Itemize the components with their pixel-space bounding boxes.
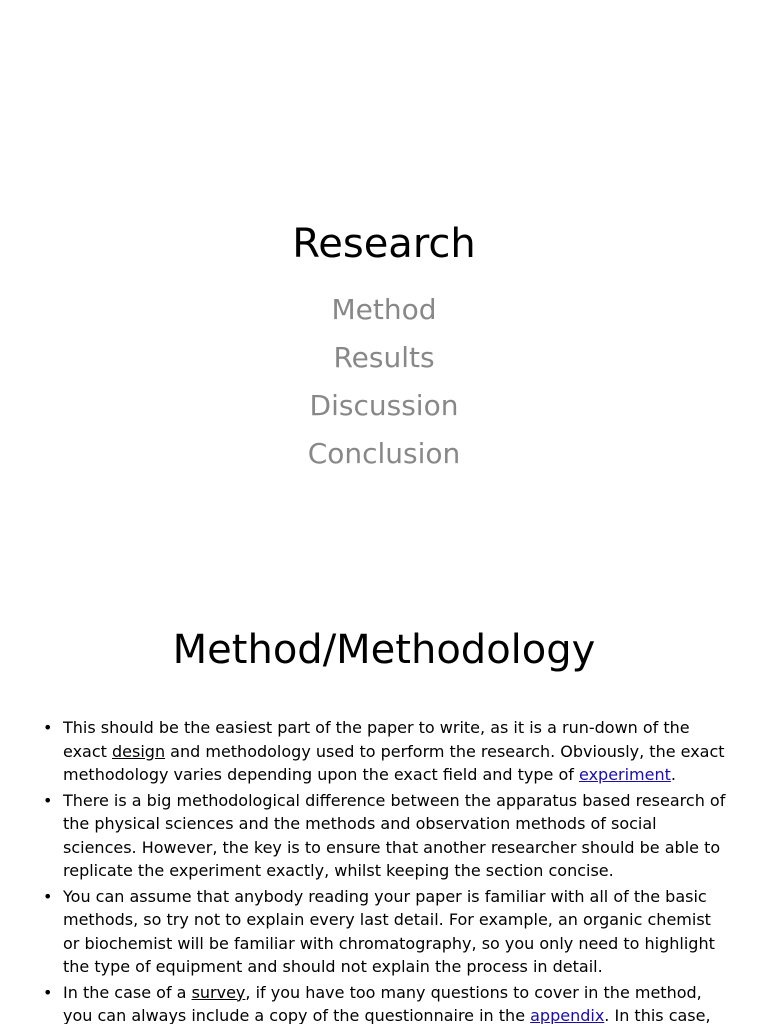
subtitle-item-method: Method: [331, 293, 437, 326]
bullet-text: You can assume that anybody reading your paper is familiar with all of the basic methods, so try not to explain every last detail. For example, an organic chemist or biochemist will be familiar with chromatography, so you only need to highlight the type of equipment and should not explain the process in detail.: [63, 886, 715, 976]
subtitle-item-results: Results: [333, 341, 435, 374]
bullet-item: [40, 789, 730, 883]
subtitle-list: [0, 286, 768, 478]
bullet-item: [40, 716, 730, 787]
bullet-text: .: [670, 765, 676, 784]
bullet-item: [40, 981, 730, 1024]
appendix-link[interactable]: appendix: [530, 1006, 605, 1024]
slide-title: Method/Methodology: [172, 627, 596, 673]
underlined-term: design: [112, 741, 166, 761]
bullet-icon: •: [43, 718, 53, 737]
bullet-icon: •: [43, 886, 53, 906]
bullet-icon: •: [43, 982, 53, 1002]
subtitle-item-discussion: Discussion: [309, 389, 459, 422]
underlined-term: survey: [191, 982, 246, 1002]
experiment-link[interactable]: experiment: [579, 765, 671, 784]
bullet-text: , if you have too many questions to cover in the method, you can always include a copy of the questionnaire in the: [63, 982, 702, 1024]
bullet-text: This should be the easiest part of the paper to write, as it is a run-down of the exact: [63, 718, 690, 761]
bullet-text: In the case of a: [63, 982, 192, 1002]
bullet-text: There is a big methodological difference between the apparatus based research of the physical sciences and the methods and observation methods of social sciences. However, the key is to ensure that another researcher should be able to replicate the experiment exactly, whilst keeping the section concise.: [63, 790, 726, 880]
slide-methodology: [0, 576, 768, 1024]
bullet-item: [40, 885, 730, 979]
bullet-text: and methodology used to perform the research. Obviously, the exact methodology varies depending upon the exact field and type of: [63, 741, 725, 784]
bullet-icon: •: [43, 790, 53, 810]
slide-title: Research: [292, 221, 476, 267]
bullet-text: . In this case,: [604, 1006, 711, 1024]
subtitle-item-conclusion: Conclusion: [307, 437, 461, 470]
bullet-list: [40, 716, 730, 1024]
